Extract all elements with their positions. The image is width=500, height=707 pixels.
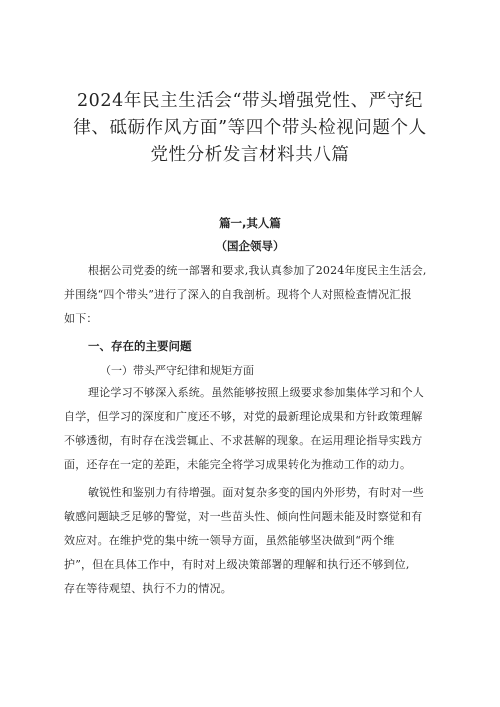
subheading-discipline: （一）带头严守纪律和规矩方面 — [100, 364, 254, 377]
paragraph-line: 理论学习不够深入系统。虽然能够按照上级要求参加集体学习和个人 — [88, 386, 424, 399]
title-line: 律、砥砺作风方面”等四个带头检视问题个人 — [73, 118, 427, 138]
paragraph-line: 面，还存在一定的差距，未能完全将学习成果转化为推动工作的动力。 — [64, 458, 412, 471]
title-line: 党性分析发言材料共八篇 — [150, 145, 350, 165]
intro-line: 并围绕“四个带头”进行了深入的自我剖析。现将个人对照检查情况汇报 — [64, 288, 412, 301]
section-title: 篇一,其人篇 — [219, 216, 281, 230]
section-subtitle: （国企领导） — [215, 239, 285, 253]
paragraph-line: 存在等待观望、执行不力的情况。 — [64, 582, 232, 595]
paragraph-line: 敏感问题缺乏足够的警觉，对一些苗头性、倾向性问题未能及时察觉和有 — [64, 510, 423, 523]
heading-problems: 一、存在的主要问题 — [88, 339, 192, 353]
paragraph-line: 不够透彻，有时存在浅尝辄止、不求甚解的现象。在运用理论指导实践方 — [64, 434, 423, 447]
paragraph-line: 效应对。在维护党的集中统一领导方面，虽然能够坚决做到“两个维 — [64, 534, 395, 547]
intro-line: 根据公司党委的统一部署和要求,我认真参加了2024年度民主生活会, — [88, 264, 427, 277]
paragraph-line: 自学，但学习的深度和广度还不够，对党的最新理论成果和方针政策理解 — [64, 410, 423, 423]
intro-line: 如下： — [64, 312, 98, 325]
title-line: 2024年民主生活会“带头增强党性、严守纪 — [76, 91, 424, 111]
paragraph-line: 敏锐性和鉴别力有待增强。面对复杂多变的国内外形势，有时对一些 — [88, 486, 424, 499]
document-title — [55, 88, 445, 169]
paragraph-line: 护”，但在具体工作中，有时对上级决策部署的理解和执行还不够到位, — [64, 558, 410, 571]
